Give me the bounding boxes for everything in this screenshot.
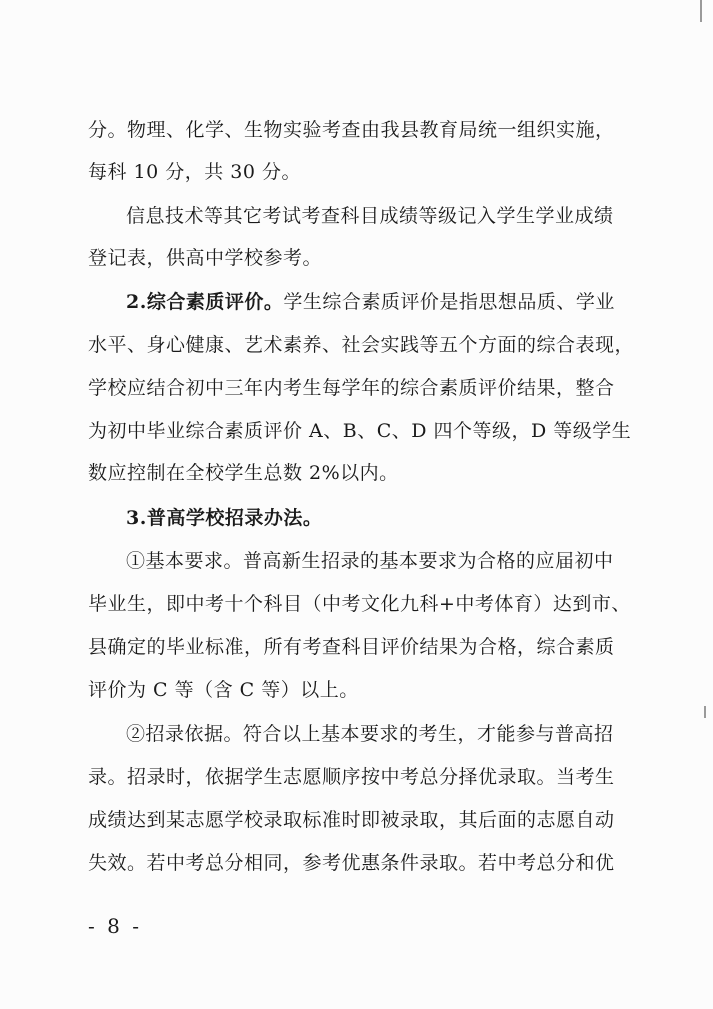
text-line: 水平、身心健康、艺术素养、社会实践等五个方面的综合表现， — [88, 334, 635, 356]
section-heading: 2.综合素质评价。 — [126, 291, 284, 313]
text-line: ②招录依据。符合以上基本要求的考生，才能参与普高招 — [126, 723, 614, 745]
text-line: 为初中毕业综合素质评价 A、B、C、D 四个等级，D 等级学生 — [88, 420, 632, 442]
text-line — [126, 506, 666, 530]
scan-edge-mark — [704, 706, 706, 718]
page-number: - 8 - — [88, 914, 142, 938]
text-line: 失效。若中考总分相同，参考优惠条件录取。若中考总分和优 — [88, 852, 615, 874]
text-line: 分。物理、化学、生物实验考查由我县教育局统一组织实施， — [88, 119, 615, 141]
text-line: 每科 10 分，共 30 分。 — [88, 161, 302, 183]
text-line: 信息技术等其它考试考查科目成绩等级记入学生学业成绩 — [126, 205, 614, 227]
text-line: 学校应结合初中三年内考生每学年的综合素质评价结果，整合 — [88, 377, 615, 399]
text-line: 数应控制在全校学生总数 2%以内。 — [88, 462, 399, 484]
section-heading: 3.普高学校招录办法。 — [126, 507, 323, 529]
text-line: 登记表，供高中学校参考。 — [88, 247, 323, 269]
scan-edge-mark — [700, 0, 702, 22]
text-line: 县确定的毕业标准，所有考查科目评价结果为合格，综合素质 — [88, 636, 615, 658]
text-line: 成绩达到某志愿学校录取标准时即被录取，其后面的志愿自动 — [88, 809, 615, 831]
text-line: 评价为 C 等（含 C 等）以上。 — [88, 679, 359, 701]
text-line — [126, 290, 666, 314]
text-line: 录。招录时，依据学生志愿顺序按中考总分择优录取。当考生 — [88, 766, 615, 788]
text-line: 毕业生，即中考十个科目（中考文化九科+中考体育）达到市、 — [88, 593, 631, 615]
text-run: 学生综合素质评价是指思想品质、学业 — [283, 291, 615, 313]
text-line: ①基本要求。普高新生招录的基本要求为合格的应届初中 — [126, 550, 614, 572]
